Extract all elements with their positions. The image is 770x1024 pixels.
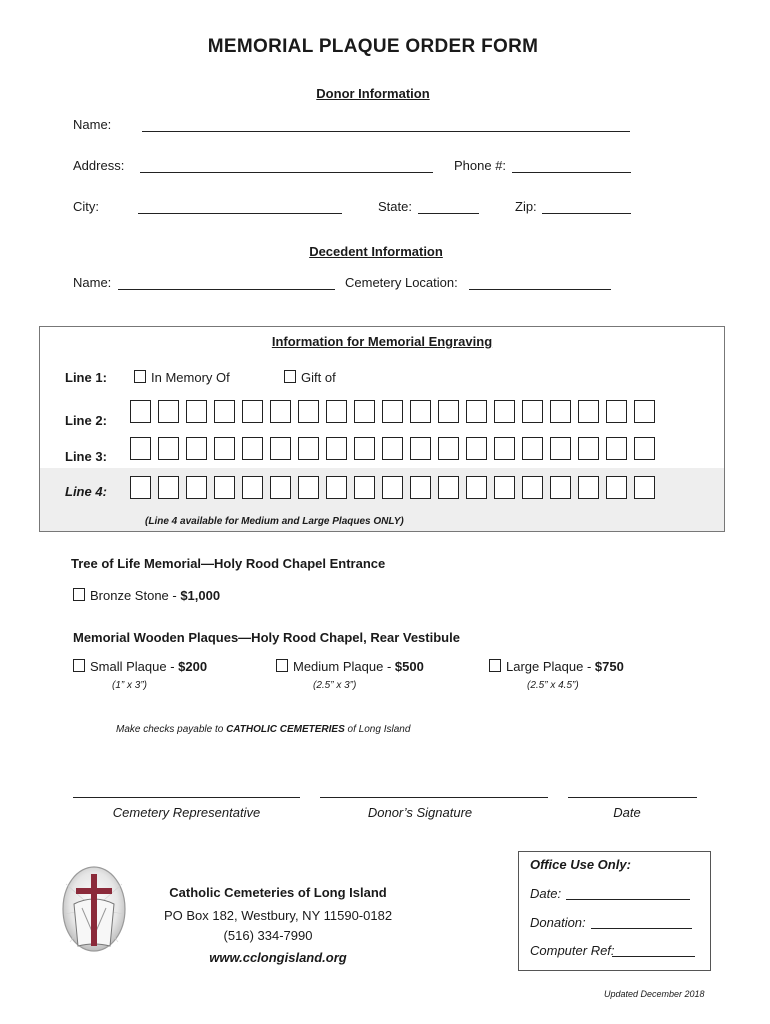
engraving-cell[interactable]	[494, 476, 515, 499]
engraving-cell[interactable]	[326, 400, 347, 423]
engraving-cell[interactable]	[438, 476, 459, 499]
line4-note: (Line 4 available for Medium and Large Plaques ONLY)	[145, 516, 404, 527]
engraving-cell[interactable]	[214, 400, 235, 423]
engraving-cell[interactable]	[578, 400, 599, 423]
engraving-cell[interactable]	[158, 476, 179, 499]
medium-plaque-option[interactable]	[276, 659, 424, 674]
decedent-name-label: Name:	[73, 275, 112, 290]
engraving-cell[interactable]	[522, 400, 543, 423]
engraving-cell[interactable]	[326, 437, 347, 460]
engraving-cell[interactable]	[186, 437, 207, 460]
engraving-cell[interactable]	[550, 437, 571, 460]
engraving-cell[interactable]	[270, 400, 291, 423]
engraving-cell[interactable]	[550, 400, 571, 423]
engraving-cell[interactable]	[466, 437, 487, 460]
in-memory-option[interactable]	[134, 370, 230, 385]
medium-plaque-checkbox[interactable]	[276, 659, 288, 672]
engraving-cell[interactable]	[382, 437, 403, 460]
line1-label: Line 1:	[65, 370, 107, 385]
donor-state-field[interactable]	[418, 213, 479, 214]
in-memory-checkbox[interactable]	[134, 370, 146, 383]
checks-suffix: of Long Island	[344, 724, 411, 735]
engraving-cell[interactable]	[410, 400, 431, 423]
engraving-cell[interactable]	[522, 476, 543, 499]
engraving-cell[interactable]	[382, 400, 403, 423]
office-donation-label: Donation:	[530, 915, 586, 930]
donor-heading: Donor Information	[316, 86, 430, 101]
engraving-cell[interactable]	[634, 476, 655, 499]
engraving-cell[interactable]	[578, 476, 599, 499]
engraving-cell[interactable]	[606, 400, 627, 423]
engraving-cell[interactable]	[606, 476, 627, 499]
line4-cells[interactable]	[130, 476, 655, 499]
office-date-field[interactable]	[566, 899, 690, 900]
small-plaque-checkbox[interactable]	[73, 659, 85, 672]
donor-signature-label: Donor’s Signature	[367, 805, 473, 820]
donor-zip-label: Zip:	[515, 199, 537, 214]
engraving-cell[interactable]	[130, 437, 151, 460]
line2-cells[interactable]	[130, 400, 655, 423]
checks-payable-note	[116, 724, 410, 735]
office-date-label: Date:	[530, 886, 562, 901]
donor-phone-field[interactable]	[512, 172, 631, 173]
donor-name-field[interactable]	[142, 131, 630, 132]
org-phone: (516) 334-7990	[223, 928, 313, 943]
engraving-heading: Information for Memorial Engraving	[271, 334, 493, 349]
engraving-cell[interactable]	[466, 476, 487, 499]
engraving-cell[interactable]	[298, 437, 319, 460]
date-signature-label: Date	[613, 805, 641, 820]
engraving-cell[interactable]	[270, 437, 291, 460]
cemetery-location-label: Cemetery Location:	[345, 275, 458, 290]
large-plaque-checkbox[interactable]	[489, 659, 501, 672]
engraving-cell[interactable]	[578, 437, 599, 460]
donor-signature-line[interactable]	[320, 797, 548, 798]
page-title: MEMORIAL PLAQUE ORDER FORM	[207, 36, 539, 57]
bronze-stone-label: Bronze Stone -	[90, 588, 181, 603]
large-plaque-size: (2.5” x 4.5”)	[527, 680, 579, 691]
gift-of-label: Gift of	[301, 370, 336, 385]
wooden-heading: Memorial Wooden Plaques—Holy Rood Chapel, Rear Vestibule	[73, 630, 460, 645]
engraving-cell[interactable]	[354, 437, 375, 460]
line3-cells[interactable]	[130, 437, 655, 460]
updated-note: Updated December 2018	[604, 989, 705, 999]
in-memory-label: In Memory Of	[151, 370, 230, 385]
gift-of-option[interactable]	[284, 370, 336, 385]
large-plaque-price: $750	[594, 659, 624, 674]
engraving-cell[interactable]	[634, 437, 655, 460]
donor-name-label: Name:	[73, 117, 112, 132]
rep-signature-label: Cemetery Representative	[112, 805, 261, 820]
engraving-cell[interactable]	[410, 476, 431, 499]
medium-plaque-size: (2.5” x 3”)	[313, 680, 357, 691]
line2-label: Line 2:	[65, 413, 107, 428]
donor-city-label: City:	[73, 199, 99, 214]
donor-state-label: State:	[378, 199, 412, 214]
engraving-cell[interactable]	[298, 400, 319, 423]
engraving-cell[interactable]	[242, 400, 263, 423]
org-address: PO Box 182, Westbury, NY 11590-0182	[163, 908, 393, 923]
engraving-cell[interactable]	[326, 476, 347, 499]
small-plaque-price: $200	[178, 659, 208, 674]
cemetery-location-field[interactable]	[469, 289, 611, 290]
donor-zip-field[interactable]	[542, 213, 631, 214]
engraving-cell[interactable]	[130, 476, 151, 499]
donor-address-field[interactable]	[140, 172, 433, 173]
engraving-cell[interactable]	[410, 437, 431, 460]
office-use-heading: Office Use Only:	[530, 857, 631, 872]
small-plaque-option[interactable]	[73, 659, 207, 674]
checks-prefix: Make checks payable to	[116, 724, 227, 735]
donor-city-field[interactable]	[138, 213, 342, 214]
donor-phone-label: Phone #:	[454, 158, 507, 173]
date-signature-line[interactable]	[568, 797, 697, 798]
medium-plaque-label: Medium Plaque -	[293, 659, 395, 674]
line4-label: Line 4:	[65, 484, 107, 499]
large-plaque-label: Large Plaque -	[506, 659, 595, 674]
cemetery-logo	[60, 864, 128, 959]
engraving-cell[interactable]	[550, 476, 571, 499]
engraving-cell[interactable]	[466, 400, 487, 423]
engraving-cell[interactable]	[354, 476, 375, 499]
bronze-stone-price: $1,000	[180, 588, 221, 603]
engraving-cell[interactable]	[298, 476, 319, 499]
office-computer-ref-field[interactable]	[612, 956, 695, 957]
bronze-stone-option[interactable]	[73, 588, 220, 603]
donor-address-label: Address:	[73, 158, 125, 173]
engraving-cell[interactable]	[494, 437, 515, 460]
small-plaque-size: (1” x 3”)	[112, 680, 147, 691]
engraving-cell[interactable]	[494, 400, 515, 423]
large-plaque-option[interactable]	[489, 659, 624, 674]
engraving-cell[interactable]	[186, 476, 207, 499]
decedent-heading: Decedent Information	[309, 244, 443, 259]
engraving-cell[interactable]	[214, 476, 235, 499]
engraving-cell[interactable]	[354, 400, 375, 423]
engraving-cell[interactable]	[634, 400, 655, 423]
org-website[interactable]: www.cclongisland.org	[209, 950, 347, 965]
office-donation-field[interactable]	[591, 928, 692, 929]
rep-signature-line[interactable]	[73, 797, 300, 798]
engraving-cell[interactable]	[438, 437, 459, 460]
small-plaque-label: Small Plaque -	[90, 659, 179, 674]
office-computer-ref-label: Computer Ref:	[530, 943, 615, 958]
bronze-stone-checkbox[interactable]	[73, 588, 85, 601]
decedent-name-field[interactable]	[118, 289, 335, 290]
engraving-cell[interactable]	[382, 476, 403, 499]
tree-heading: Tree of Life Memorial—Holy Rood Chapel Entrance	[71, 556, 386, 571]
engraving-cell[interactable]	[242, 437, 263, 460]
engraving-cell[interactable]	[438, 400, 459, 423]
engraving-cell[interactable]	[242, 476, 263, 499]
org-name: Catholic Cemeteries of Long Island	[169, 885, 387, 900]
engraving-cell[interactable]	[214, 437, 235, 460]
medium-plaque-price: $500	[394, 659, 424, 674]
engraving-cell[interactable]	[186, 400, 207, 423]
engraving-cell[interactable]	[606, 437, 627, 460]
gift-of-checkbox[interactable]	[284, 370, 296, 383]
checks-payee: CATHOLIC CEMETERIES	[226, 724, 345, 735]
engraving-cell[interactable]	[130, 400, 151, 423]
line3-label: Line 3:	[65, 449, 107, 464]
engraving-cell[interactable]	[522, 437, 543, 460]
engraving-cell[interactable]	[158, 400, 179, 423]
engraving-cell[interactable]	[270, 476, 291, 499]
engraving-cell[interactable]	[158, 437, 179, 460]
